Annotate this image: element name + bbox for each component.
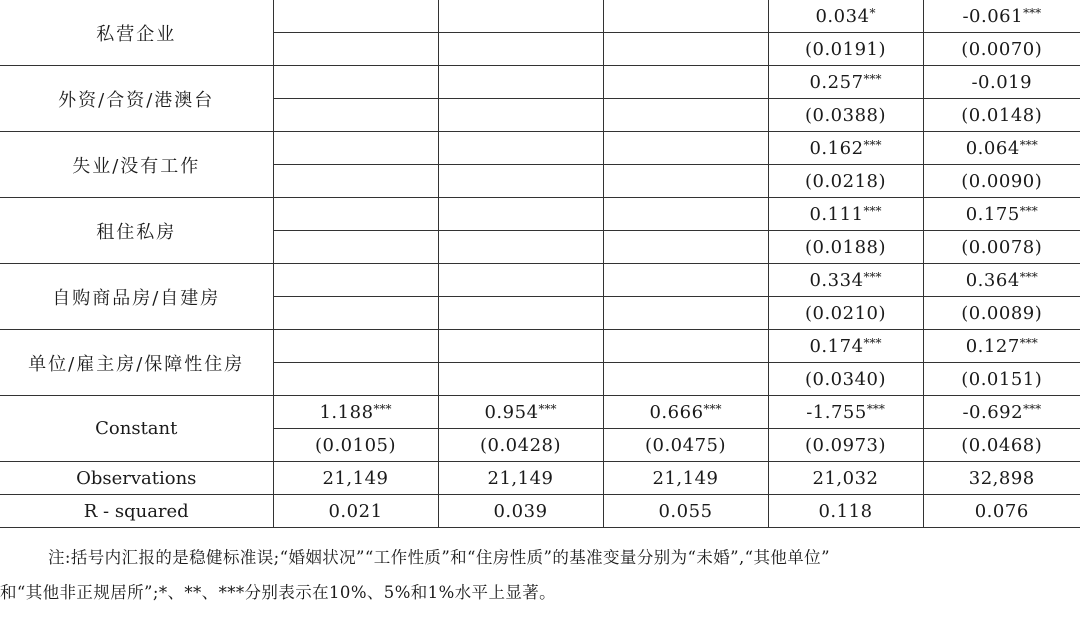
coef-value: 0.954 xyxy=(484,401,539,423)
significance-stars: *** xyxy=(703,401,722,416)
stat-cell: 21,149 xyxy=(438,462,603,495)
coef-cell xyxy=(768,396,923,429)
r-squared-row xyxy=(0,495,1080,528)
coef-row xyxy=(0,0,1080,33)
std-error-cell: (0.0340) xyxy=(768,363,923,396)
coef-value: 0.174 xyxy=(809,335,864,357)
std-error-cell: (0.0070) xyxy=(923,33,1080,66)
coef-cell xyxy=(273,132,438,165)
coef-value: -0.692 xyxy=(962,401,1024,423)
row-label: R - squared xyxy=(0,495,273,528)
stat-cell: 21,032 xyxy=(768,462,923,495)
coef-value: 0.364 xyxy=(965,269,1020,291)
coef-cell xyxy=(438,330,603,363)
coef-value: 0.127 xyxy=(965,335,1020,357)
coef-cell xyxy=(768,330,923,363)
stat-cell: 0.118 xyxy=(768,495,923,528)
std-error-cell xyxy=(273,363,438,396)
significance-stars: *** xyxy=(1019,203,1038,218)
std-error-cell xyxy=(273,99,438,132)
significance-stars: *** xyxy=(373,401,392,416)
std-error-cell xyxy=(603,33,768,66)
coef-cell xyxy=(273,264,438,297)
std-error-cell: (0.0210) xyxy=(768,297,923,330)
coef-cell xyxy=(438,264,603,297)
std-error-cell xyxy=(603,297,768,330)
coef-cell xyxy=(273,66,438,99)
coef-cell xyxy=(603,0,768,33)
observations-row xyxy=(0,462,1080,495)
coef-cell xyxy=(273,396,438,429)
coef-value: 0.034 xyxy=(815,5,870,27)
stat-cell: 0.055 xyxy=(603,495,768,528)
coef-row xyxy=(0,396,1080,429)
row-label: Observations xyxy=(0,462,273,495)
std-error-cell xyxy=(438,363,603,396)
coef-value: -0.061 xyxy=(962,5,1024,27)
coef-cell xyxy=(603,330,768,363)
std-error-cell xyxy=(603,363,768,396)
std-error-cell xyxy=(273,297,438,330)
std-error-cell xyxy=(603,231,768,264)
coef-value: 0.111 xyxy=(809,203,864,225)
coef-row xyxy=(0,330,1080,363)
coef-cell xyxy=(923,66,1080,99)
coef-cell xyxy=(438,66,603,99)
coef-cell xyxy=(923,264,1080,297)
coef-cell xyxy=(273,0,438,33)
significance-stars: *** xyxy=(863,71,882,86)
coef-value: -1.755 xyxy=(806,401,867,423)
std-error-cell xyxy=(438,231,603,264)
note-line-1: 注:括号内汇报的是稳健标准误;“婚姻状况”“工作性质”和“住房性质”的基准变量分别为“未婚”,“其他单位” xyxy=(48,548,830,567)
significance-stars: * xyxy=(869,5,876,20)
std-error-cell xyxy=(273,165,438,198)
table-note xyxy=(0,540,1080,610)
coef-value: 0.334 xyxy=(809,269,864,291)
std-error-cell: (0.0475) xyxy=(603,429,768,462)
coef-value: 1.188 xyxy=(319,401,374,423)
coef-cell xyxy=(438,0,603,33)
coef-value: 0.257 xyxy=(809,71,864,93)
row-label: 自购商品房/自建房 xyxy=(0,264,273,330)
coef-row xyxy=(0,198,1080,231)
coef-cell xyxy=(923,132,1080,165)
std-error-cell: (0.0078) xyxy=(923,231,1080,264)
coef-cell xyxy=(923,0,1080,33)
coef-value: 0.064 xyxy=(965,137,1020,159)
coef-value: 0.162 xyxy=(809,137,864,159)
coef-value: 0.666 xyxy=(649,401,704,423)
coef-cell xyxy=(768,264,923,297)
coef-cell xyxy=(923,330,1080,363)
stat-cell: 32,898 xyxy=(923,462,1080,495)
note-line-2: 和“其他非正规居所”;*、**、***分别表示在10%、5%和1%水平上显著。 xyxy=(0,583,557,602)
std-error-cell xyxy=(438,99,603,132)
std-error-cell xyxy=(438,33,603,66)
coef-cell xyxy=(273,198,438,231)
coef-cell xyxy=(603,132,768,165)
stat-cell: 0.039 xyxy=(438,495,603,528)
row-label: 单位/雇主房/保障性住房 xyxy=(0,330,273,396)
std-error-cell: (0.0191) xyxy=(768,33,923,66)
std-error-cell xyxy=(273,231,438,264)
significance-stars: *** xyxy=(1023,5,1042,20)
stat-cell: 21,149 xyxy=(273,462,438,495)
coef-cell xyxy=(438,396,603,429)
std-error-cell: (0.0973) xyxy=(768,429,923,462)
std-error-cell: (0.0148) xyxy=(923,99,1080,132)
coef-cell xyxy=(438,198,603,231)
coef-value: 0.175 xyxy=(965,203,1020,225)
coef-cell xyxy=(768,0,923,33)
std-error-cell: (0.0428) xyxy=(438,429,603,462)
row-label: 失业/没有工作 xyxy=(0,132,273,198)
stat-cell: 21,149 xyxy=(603,462,768,495)
significance-stars: *** xyxy=(1019,137,1038,152)
coef-cell xyxy=(603,264,768,297)
coef-cell xyxy=(768,198,923,231)
std-error-cell: (0.0090) xyxy=(923,165,1080,198)
coef-cell xyxy=(603,198,768,231)
std-error-cell: (0.0468) xyxy=(923,429,1080,462)
coef-cell xyxy=(768,132,923,165)
significance-stars: *** xyxy=(863,203,882,218)
std-error-cell: (0.0188) xyxy=(768,231,923,264)
std-error-cell: (0.0105) xyxy=(273,429,438,462)
row-label: 租住私房 xyxy=(0,198,273,264)
coef-row xyxy=(0,264,1080,297)
stat-cell: 0.076 xyxy=(923,495,1080,528)
coef-cell xyxy=(603,396,768,429)
std-error-cell xyxy=(603,99,768,132)
coef-cell xyxy=(923,198,1080,231)
coef-cell xyxy=(603,66,768,99)
coef-value: -0.019 xyxy=(971,71,1033,93)
std-error-cell: (0.0089) xyxy=(923,297,1080,330)
significance-stars: *** xyxy=(863,269,882,284)
coef-row xyxy=(0,66,1080,99)
significance-stars: *** xyxy=(863,335,882,350)
coef-cell xyxy=(923,396,1080,429)
std-error-cell xyxy=(438,165,603,198)
std-error-cell: (0.0388) xyxy=(768,99,923,132)
row-label: 外资/合资/港澳台 xyxy=(0,66,273,132)
significance-stars: *** xyxy=(866,401,885,416)
significance-stars: *** xyxy=(538,401,557,416)
std-error-cell xyxy=(273,33,438,66)
significance-stars: *** xyxy=(1019,269,1038,284)
coef-cell xyxy=(438,132,603,165)
row-label: 私营企业 xyxy=(0,0,273,66)
coef-cell xyxy=(273,330,438,363)
significance-stars: *** xyxy=(863,137,882,152)
std-error-cell: (0.0151) xyxy=(923,363,1080,396)
significance-stars: *** xyxy=(1023,401,1042,416)
significance-stars: *** xyxy=(1019,335,1038,350)
row-label: Constant xyxy=(0,396,273,462)
std-error-cell xyxy=(603,165,768,198)
std-error-cell: (0.0218) xyxy=(768,165,923,198)
stat-cell: 0.021 xyxy=(273,495,438,528)
coef-cell xyxy=(768,66,923,99)
coef-row xyxy=(0,132,1080,165)
std-error-cell xyxy=(438,297,603,330)
